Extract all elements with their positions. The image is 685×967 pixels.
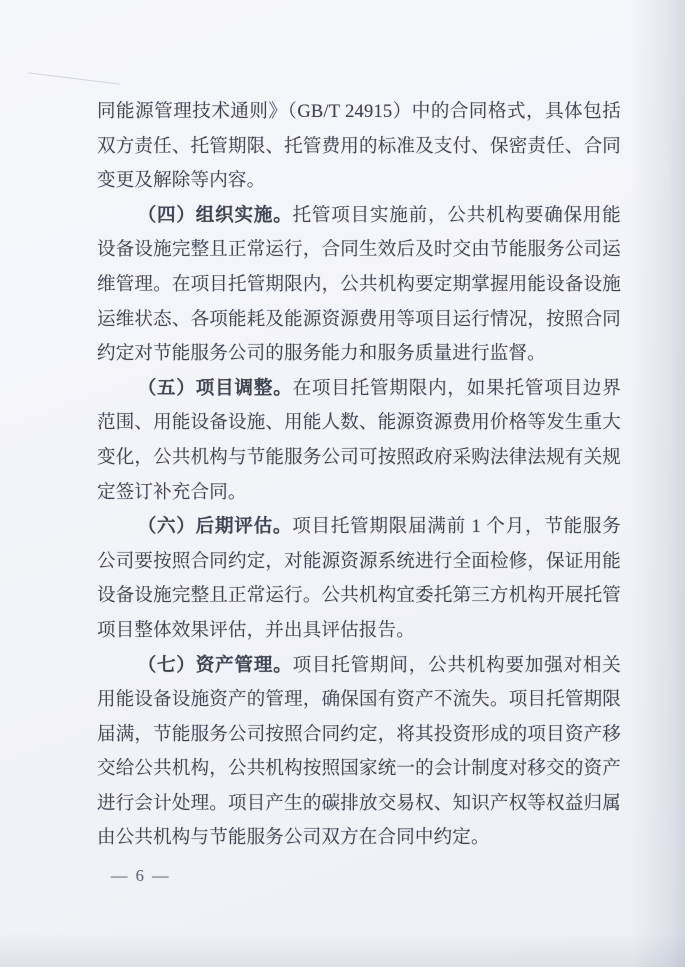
section-heading: （七）资产管理。 (137, 655, 293, 676)
paragraph-body-text: 同能源管理技术通则》（GB/T 24915）中的合同格式，具体包括双方责任、托管期限、托管费用的标准及支付、保密责任、合同变更及解除等内容。 (97, 102, 621, 192)
document-body (97, 95, 621, 856)
paragraph-section-6 (97, 510, 621, 648)
paragraph-body-text: 托管项目实施前，公共机构要确保用能设备设施完整且正常运行，合同生效后及时交由节能服务公司运维管理。在项目托管期限内，公共机构要定期掌握用能设备设施运维状态、各项能耗及能源资源费用等项目运行情况，按照合同约定对节能服务公司的服务能力和服务质量进行监督。 (97, 205, 621, 365)
paragraph-section-7 (97, 649, 621, 857)
section-heading: （六）后期评估。 (137, 517, 293, 538)
paragraph-section-4 (97, 199, 621, 372)
page-number: — 6 — (111, 866, 171, 885)
section-heading: （五）项目调整。 (137, 378, 293, 399)
paragraph-body-text: 项目托管期限届满前 1 个月，节能服务公司要按照合同约定，对能源资源系统进行全面检修，保证用能设备设施完整且正常运行。公共机构宜委托第三方机构开展托管项目整体效果评估，并出具评估报告。 (97, 517, 621, 641)
section-heading: （四）组织实施。 (137, 205, 293, 226)
paragraph-section-5 (97, 372, 621, 510)
scan-artifact-line (28, 72, 119, 84)
paragraph-body-text: 在项目托管期限内，如果托管项目边界范围、用能设备设施、用能人数、能源资源费用价格等发生重大变化，公共机构与节能服务公司可按照政府采购法律法规有关规定签订补充合同。 (97, 378, 621, 503)
paragraph-body-text: 项目托管期间，公共机构要加强对相关用能设备设施资产的管理，确保国有资产不流失。项目托管期限届满，节能服务公司按照合同约定，将其投资形成的项目资产移交给公共机构，公共机构按照国家统一的会计制度对移交的资产进行会计处理。项目产生的碳排放交易权、知识产权等权益归属由公共机构与节能服务公司双方在合同中约定。 (97, 655, 621, 849)
paragraph-continuation (97, 95, 621, 199)
